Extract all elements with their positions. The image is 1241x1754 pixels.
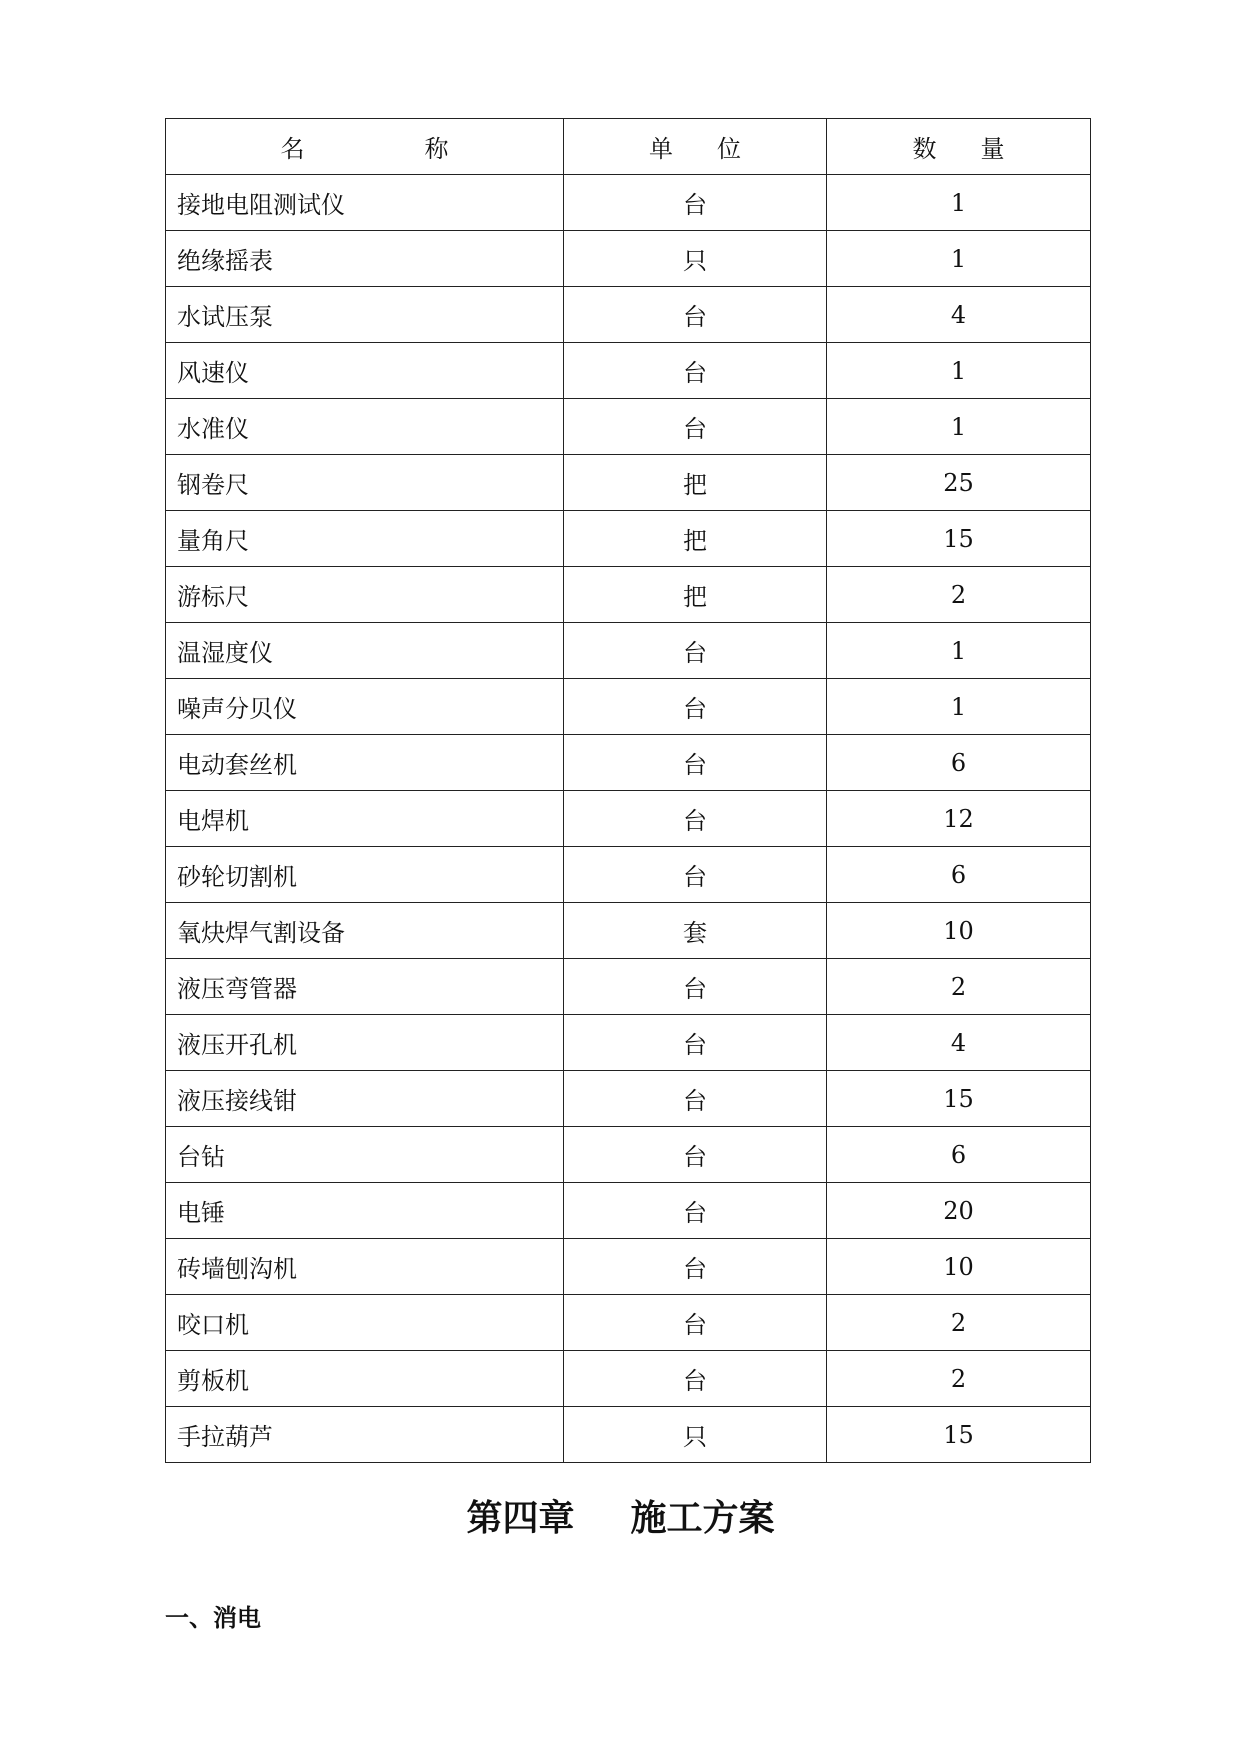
header-qty-char-1: 数: [912, 135, 937, 163]
equipment-unit: 只: [564, 231, 827, 287]
table-row: [166, 1127, 1091, 1183]
equipment-unit: 台: [564, 1071, 827, 1127]
equipment-unit: 台: [564, 343, 827, 399]
equipment-name: 电焊机: [166, 791, 564, 847]
equipment-unit: 台: [564, 175, 827, 231]
equipment-name: 台钻: [166, 1127, 564, 1183]
header-unit-char-2: 位: [717, 135, 741, 163]
equipment-name: 氧炔焊气割设备: [166, 903, 564, 959]
equipment-unit: 台: [564, 1295, 827, 1351]
table-row: [166, 567, 1091, 623]
equipment-name: 水试压泵: [166, 287, 564, 343]
table-row: [166, 623, 1091, 679]
header-qty-char-2: 量: [980, 135, 1005, 163]
chapter-title: [0, 1490, 1241, 1541]
header-unit-char-1: 单: [649, 135, 673, 163]
table-header-row: [166, 119, 1091, 175]
equipment-quantity: 2: [827, 567, 1091, 623]
equipment-unit: 台: [564, 623, 827, 679]
equipment-quantity: 4: [827, 287, 1091, 343]
equipment-unit: 台: [564, 679, 827, 735]
equipment-quantity: 12: [827, 791, 1091, 847]
table-body: [166, 175, 1091, 1463]
equipment-quantity: 15: [827, 1407, 1091, 1463]
header-name: [166, 119, 564, 175]
table-row: [166, 1407, 1091, 1463]
equipment-name: 手拉葫芦: [166, 1407, 564, 1463]
table-row: [166, 847, 1091, 903]
equipment-quantity: 6: [827, 735, 1091, 791]
section-heading: 一、消电: [165, 1604, 261, 1632]
table-row: [166, 903, 1091, 959]
equipment-quantity: 6: [827, 1127, 1091, 1183]
equipment-quantity: 1: [827, 623, 1091, 679]
equipment-unit: 台: [564, 847, 827, 903]
header-unit: [564, 119, 827, 175]
table-row: [166, 1239, 1091, 1295]
equipment-name: 砂轮切割机: [166, 847, 564, 903]
chapter-number: 第四章: [466, 1498, 575, 1539]
equipment-name: 水准仪: [166, 399, 564, 455]
equipment-unit: 台: [564, 1015, 827, 1071]
table-row: [166, 175, 1091, 231]
header-name-char-1: 名: [280, 135, 305, 163]
equipment-unit: 台: [564, 959, 827, 1015]
equipment-quantity: 10: [827, 1239, 1091, 1295]
equipment-unit: 台: [564, 791, 827, 847]
table-row: [166, 1071, 1091, 1127]
equipment-unit: 台: [564, 1183, 827, 1239]
equipment-name: 液压弯管器: [166, 959, 564, 1015]
equipment-name: 钢卷尺: [166, 455, 564, 511]
header-quantity: [827, 119, 1091, 175]
equipment-unit: 只: [564, 1407, 827, 1463]
equipment-quantity: 1: [827, 231, 1091, 287]
equipment-unit: 把: [564, 511, 827, 567]
header-name-char-2: 称: [424, 135, 449, 163]
equipment-unit: 把: [564, 455, 827, 511]
equipment-table: [165, 118, 1091, 1463]
equipment-quantity: 25: [827, 455, 1091, 511]
equipment-name: 游标尺: [166, 567, 564, 623]
table-row: [166, 399, 1091, 455]
equipment-name: 咬口机: [166, 1295, 564, 1351]
equipment-unit: 台: [564, 1127, 827, 1183]
equipment-quantity: 1: [827, 399, 1091, 455]
equipment-quantity: 2: [827, 959, 1091, 1015]
equipment-name: 温湿度仪: [166, 623, 564, 679]
table-row: [166, 735, 1091, 791]
equipment-name: 砖墙刨沟机: [166, 1239, 564, 1295]
equipment-quantity: 2: [827, 1295, 1091, 1351]
equipment-quantity: 15: [827, 1071, 1091, 1127]
equipment-name: 噪声分贝仪: [166, 679, 564, 735]
equipment-unit: 台: [564, 1239, 827, 1295]
equipment-name: 风速仪: [166, 343, 564, 399]
table-row: [166, 231, 1091, 287]
table-row: [166, 343, 1091, 399]
equipment-name: 绝缘摇表: [166, 231, 564, 287]
equipment-name: 电锤: [166, 1183, 564, 1239]
equipment-quantity: 6: [827, 847, 1091, 903]
table-row: [166, 511, 1091, 567]
equipment-unit: 台: [564, 287, 827, 343]
equipment-unit: 台: [564, 399, 827, 455]
equipment-quantity: 1: [827, 343, 1091, 399]
table-row: [166, 287, 1091, 343]
equipment-name: 液压开孔机: [166, 1015, 564, 1071]
table-row: [166, 1351, 1091, 1407]
table-row: [166, 679, 1091, 735]
equipment-name: 剪板机: [166, 1351, 564, 1407]
equipment-unit: 套: [564, 903, 827, 959]
table-row: [166, 1295, 1091, 1351]
table-row: [166, 791, 1091, 847]
equipment-quantity: 4: [827, 1015, 1091, 1071]
equipment-unit: 台: [564, 735, 827, 791]
equipment-quantity: 2: [827, 1351, 1091, 1407]
equipment-name: 液压接线钳: [166, 1071, 564, 1127]
equipment-quantity: 1: [827, 175, 1091, 231]
equipment-name: 电动套丝机: [166, 735, 564, 791]
table-row: [166, 959, 1091, 1015]
equipment-name: 接地电阻测试仪: [166, 175, 564, 231]
equipment-quantity: 1: [827, 679, 1091, 735]
equipment-quantity: 10: [827, 903, 1091, 959]
equipment-quantity: 15: [827, 511, 1091, 567]
table-row: [166, 455, 1091, 511]
chapter-name: 施工方案: [630, 1498, 775, 1539]
equipment-unit: 把: [564, 567, 827, 623]
table-row: [166, 1015, 1091, 1071]
equipment-name: 量角尺: [166, 511, 564, 567]
equipment-quantity: 20: [827, 1183, 1091, 1239]
table-row: [166, 1183, 1091, 1239]
equipment-unit: 台: [564, 1351, 827, 1407]
